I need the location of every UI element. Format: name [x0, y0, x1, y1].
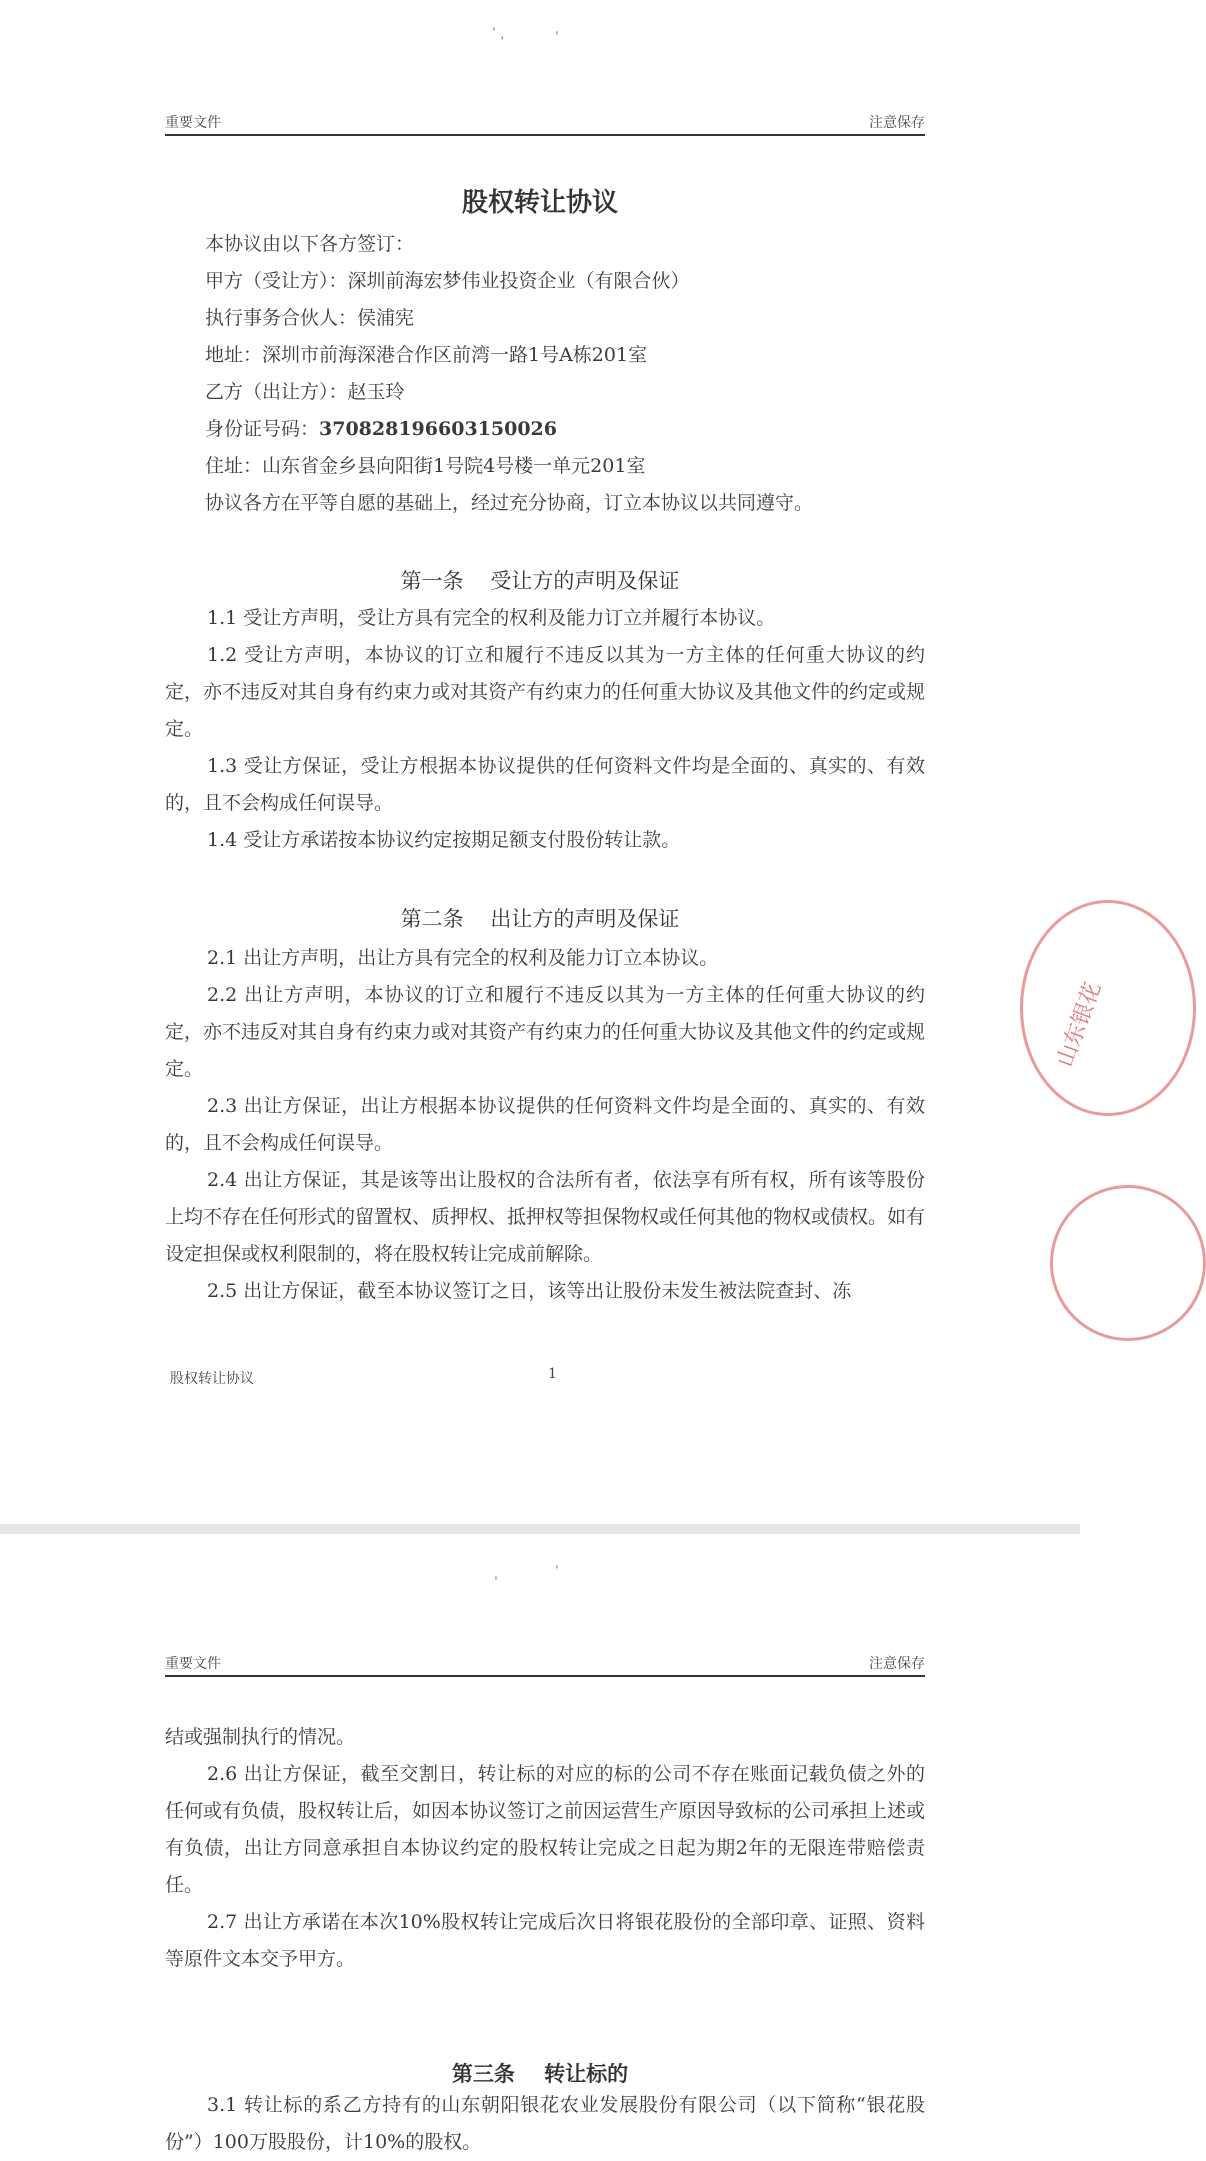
document-title: 股权转让协议	[461, 188, 618, 218]
company-seal-2	[1050, 1185, 1206, 1341]
id-label: 身份证号码：	[205, 418, 320, 440]
clause-1-1: 1.1 受让方声明，受让方具有完全的权利及能力订立并履行本协议。	[207, 607, 776, 629]
scan-artifact: ˈ	[555, 1564, 559, 1580]
partner-line: 执行事务合伙人：侯浦宪	[205, 307, 415, 329]
scan-artifact: ˌ	[494, 1566, 498, 1582]
party-b-line: 乙方（出让方）：赵玉玲	[205, 381, 405, 403]
page-header	[165, 112, 925, 136]
header-right-label: 注意保存	[869, 115, 925, 131]
header-left-label: 重要文件	[165, 1656, 221, 1672]
clause-2-6: 2.6 出让方保证，截至交割日，转让标的对应的标的公司不存在账面记载负债之外的任何或有负债，股权转让后，如因本协议签订之前因运营生产原因导致标的公司承担上述或有负债，出让方同意承担自本协议约定的股权转让完成之日起为期2年的无限连带赔偿责任。	[165, 1763, 926, 1896]
scan-artifact: ˈ	[555, 30, 559, 46]
id-number-line	[205, 414, 557, 441]
party-a-address-line: 地址：深圳市前海深港合作区前湾一路1号A栋201室	[205, 344, 648, 366]
clause-2-3: 2.3 出让方保证，出让方根据本协议提供的任何资料文件均是全面的、真实的、有效的，且不会构成任何误导。	[165, 1095, 925, 1154]
clause-2-7: 2.7 出让方承诺在本次10%股权转让完成后次日将银花股份的全部印章、证照、资料等原件文本交予甲方。	[165, 1911, 925, 1970]
id-value: 370828196603150026	[319, 418, 557, 440]
header-right-label: 注意保存	[869, 1656, 925, 1672]
seal-text: 山东银花	[1052, 979, 1107, 1071]
clause-2-4: 2.4 出让方保证，其是该等出让股权的合法所有者，依法享有所有权，所有该等股份上均不存在任何形式的留置权、质押权、抵押权等担保物权或任何其他的物权或债权。如有设定担保或权利限制的，将在股权转让完成前解除。	[165, 1169, 926, 1265]
party-b-address-line: 住址：山东省金乡县向阳街1号院4号楼一单元201室	[205, 455, 646, 477]
clause-1-2: 1.2 受让方声明，本协议的订立和履行不违反以其为一方主体的任何重大协议的约定，亦不违反对其自身有约束力或对其资产有约束力的任何重大协议及其他文件的约定或规定。	[165, 644, 926, 740]
clause-2-5: 2.5 出让方保证，截至本协议签订之日，该等出让股份未发生被法院查封、冻	[207, 1280, 852, 1302]
continuation-line: 结或强制执行的情况。	[165, 1726, 356, 1748]
agreement-line: 协议各方在平等自愿的基础上，经过充分协商，订立本协议以共同遵守。	[205, 492, 814, 514]
party-a-line: 甲方（受让方）：深圳前海宏梦伟业投资企业（有限合伙）	[205, 270, 690, 292]
clause-1-4: 1.4 受让方承诺按本协议约定按期足额支付股份转让款。	[207, 829, 681, 851]
page-number: 1	[548, 1366, 557, 1382]
page-separator	[0, 1524, 1080, 1534]
header-left-label: 重要文件	[165, 115, 221, 131]
clause-2-2: 2.2 出让方声明，本协议的订立和履行不违反以其为一方主体的任何重大协议的约定，亦不违反对其自身有约束力或对其资产有约束力的任何重大协议及其他文件的约定或规定。	[165, 984, 926, 1080]
footer-label: 股权转让协议	[170, 1371, 254, 1387]
scan-artifact: ˈ ˌ	[492, 26, 505, 42]
clause-1-3: 1.3 受让方保证，受让方根据本协议提供的任何资料文件均是全面的、真实的、有效的，且不会构成任何误导。	[165, 755, 925, 814]
clause-3-1: 3.1 转让标的系乙方持有的山东朝阳银花农业发展股份有限公司（以下简称“银花股份”）100万股股份，计10%的股权。	[165, 2094, 925, 2153]
document-page-2	[0, 1534, 1080, 2160]
page-header	[165, 1653, 925, 1677]
section-3-title: 第三条 转让标的	[451, 2061, 629, 2086]
section-1-title: 第一条 受让方的声明及保证	[400, 569, 680, 593]
section-2-title: 第二条 出让方的声明及保证	[400, 907, 680, 931]
intro-line: 本协议由以下各方签订：	[205, 233, 415, 255]
company-seal	[1020, 900, 1196, 1116]
clause-2-1: 2.1 出让方声明，出让方具有完全的权利及能力订立本协议。	[207, 947, 719, 969]
